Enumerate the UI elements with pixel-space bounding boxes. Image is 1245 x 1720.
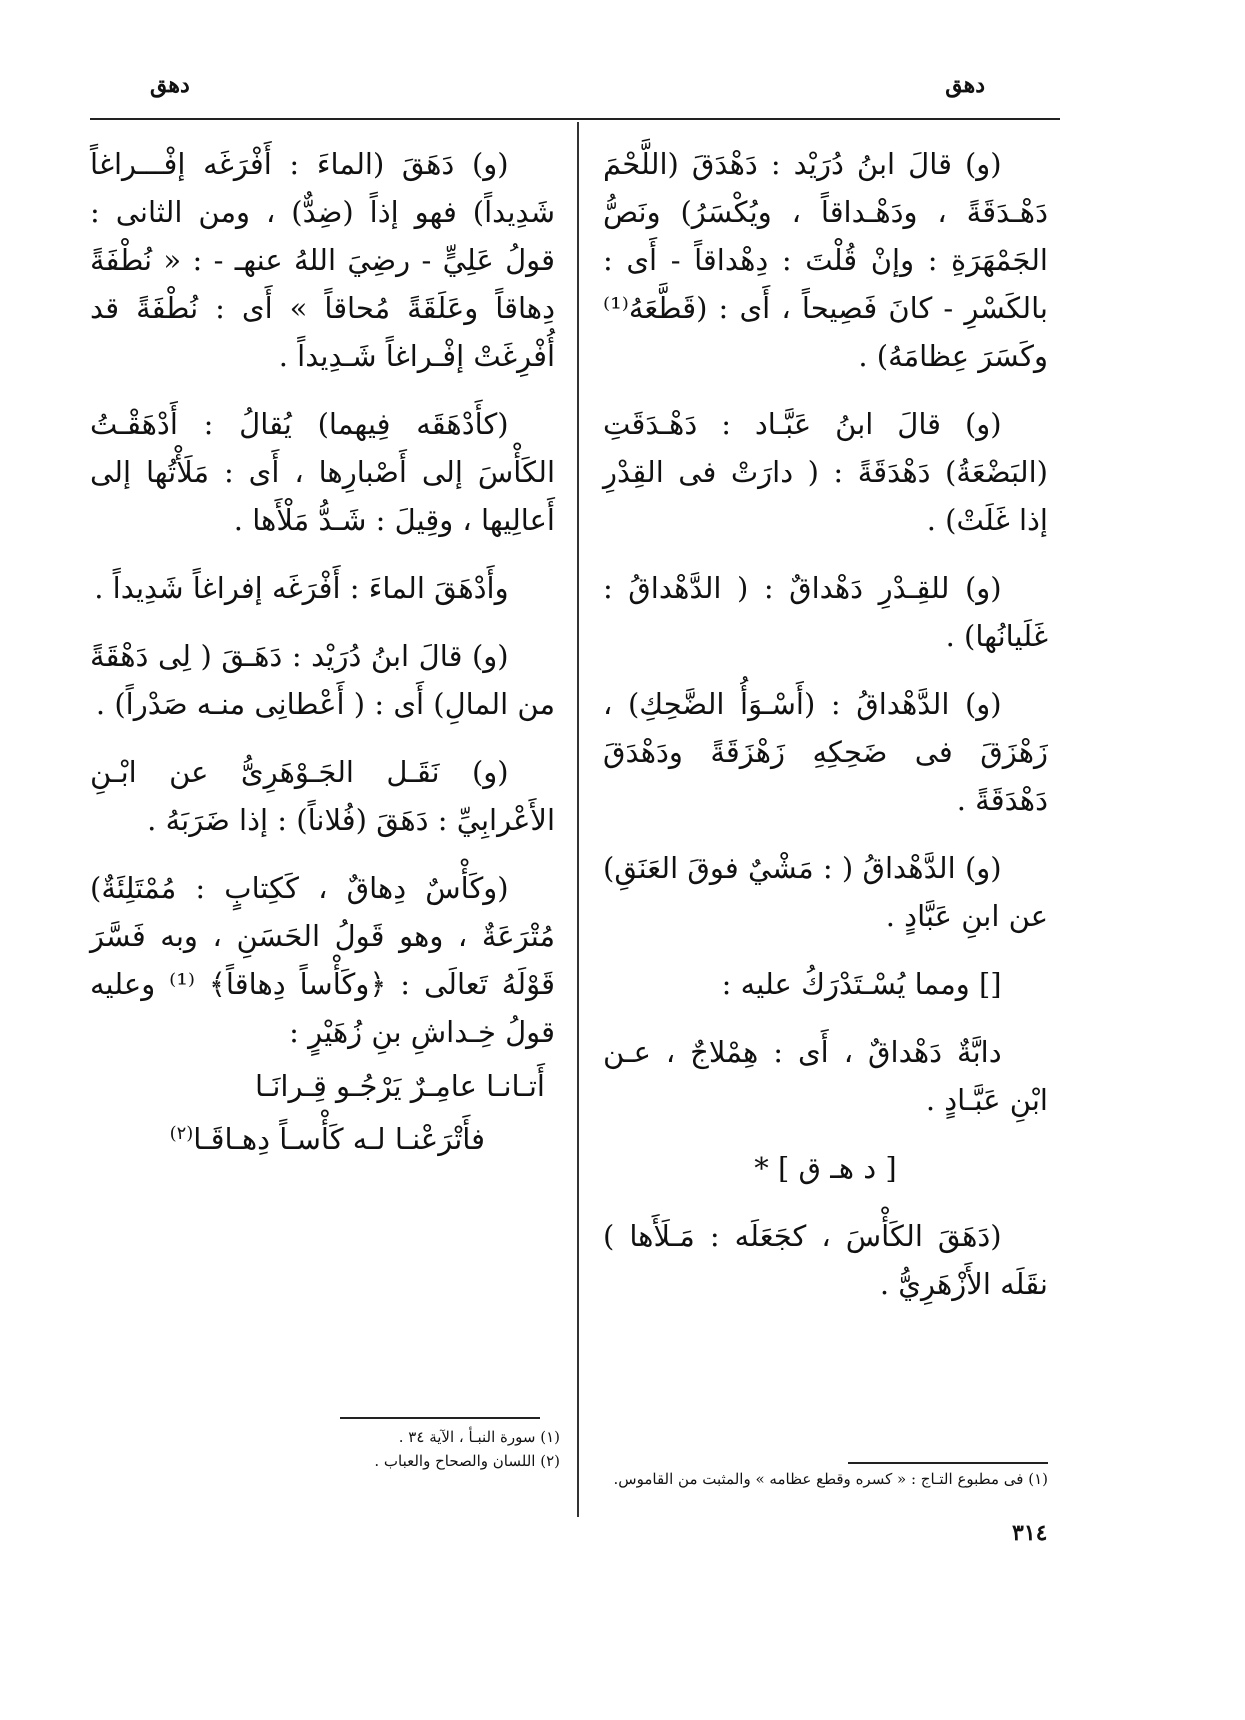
verse-line <box>90 1110 555 1163</box>
header-rule <box>90 118 1060 120</box>
right-paragraph: (و) قالَ ابنُ عَبَّـاد : دَهْـدَقَتِ (البَضْعَةُ) دَهْدَقَةً : ( دارَتْ فى القِدْرِ إذا غَلَتْ) . <box>603 407 1048 537</box>
footnote: (١) سورة النبـأ ، الآية ٣٤ . <box>398 1428 560 1446</box>
footnote-marker: (٢) <box>169 1123 194 1144</box>
footnotes-left <box>300 1426 560 1474</box>
istidrak-heading: [] ومما يُسْـتَدْرَكُ عليه : <box>721 967 1002 1001</box>
page-number: ٣١٤ <box>1012 1520 1048 1546</box>
poetry-verse <box>90 1062 555 1163</box>
running-head-right: دهق <box>945 72 985 98</box>
right-paragraph: (و) الدَّهْداقُ : (أَسْـوَأُ الضَّحِكِ) ، زَهْزَقَ فى ضَحِكِهِ زَهْزَقَةً ودَهْدَقَ دَهْدَقَةً . <box>603 687 1048 817</box>
left-paragraph: وأَدْهَقَ الماءَ : أَفْرَغَه إفراغاً شَدِيداً . <box>94 571 509 605</box>
left-paragraph: (كأَدْهَقَه فِيهما) يُقالُ : أَدْهَقْـتُ الكَأْسَ إلى أَصْبارِها ، أَى : مَلَأْتُها إلى أَعالِيها ، وقِيلَ : شَـدُّ مَلْأَها . <box>90 407 555 537</box>
footnote: (٢) اللسان والصحاح والعباب . <box>374 1452 560 1470</box>
footnote-rule-left <box>340 1417 540 1419</box>
left-column <box>90 140 555 1169</box>
right-paragraph: (و) للقِـدْرِ دَهْداقٌ : ( الدَّهْداقُ : غَلَيانُها) . <box>603 571 1048 653</box>
left-paragraph: (و) نَقَـل الجَـوْهَرِىُّ عن ابْـنِ الأَعْرابِيِّ : دَهَقَ (فُلاناً) : إذا ضَرَبَهُ . <box>90 755 555 837</box>
footnote-rule-right <box>848 1462 1048 1464</box>
right-column <box>603 140 1048 1328</box>
running-head-left: دهق <box>150 72 190 98</box>
column-divider <box>577 122 579 1517</box>
verse-text: فأَتْرَعْنـا لـه كَأْسـاً دِهـاقَـا <box>193 1122 485 1156</box>
left-paragraph: (و) دَهَقَ (الماءَ : أَفْرَغَه إفْـــراغاً شَدِيداً) فهو إذاً (ضِدٌّ) ، ومن الثانى : قولُ عَلِيٍّ - رضِيَ اللهُ عنهـ - : « نُطْفَةً دِهاقاً وعَلَقَةً مُحاقاً » أَى : نُطْفَةً قد أُفْرِغَتْ إفْـراغاً شَـدِيداً . <box>90 147 555 373</box>
right-paragraph: (و) الدَّهْداقُ ( : مَشْيٌ فوقَ العَنَقِ) عن ابنِ عَبَّادٍ . <box>603 851 1048 933</box>
left-paragraph: (وكَأْسٌ دِهاقٌ ، كَكِتابٍ : مُمْتَلِئَةٌ) مُتْرَعَةٌ ، وهو قَولُ الحَسَنِ ، وبه فَسَّرَ قَوْلَهُ تَعالَى : ﴿وكَأْساً دِهاقاً﴾ ⁽¹⁾ وعليه قولُ خِـداشِ بنِ زُهَيْرٍ : <box>90 871 555 1049</box>
right-paragraph: (و) قالَ ابنُ دُرَيْد : دَهْدَقَ (اللَّحْمَ دَهْـدَقَةً ، ودَهْـداقاً ، ويُكْسَرُ) ونَصُّ الجَمْهَرَةِ : وإنْ قُلْتَ : دِهْداقاً - أَى : بالكَسْرِ - كانَ فَصِيحاً ، أَى : (قَطَّعَهُ⁽¹⁾ وكَسَرَ عِظامَهُ) . <box>603 147 1048 373</box>
footnotes-right <box>603 1468 1048 1492</box>
left-paragraph: (و) قالَ ابنُ دُرَيْد : دَهَـقَ ( لِى دَهْقَةً من المالِ) أَى : ( أَعْطانِى منـه صَدْراً) . <box>90 639 555 721</box>
entry-head: [ د هـ ق ] * <box>754 1151 897 1185</box>
footnote: (١) فى مطبوع التـاج : « كسره وقطع عظامه » والمثبت من القاموس. <box>613 1470 1048 1488</box>
right-paragraph: (دَهَقَ الكَأْسَ ، كجَعَلَه : مَـلَأَها ) نقَلَه الأَزْهَرِيُّ . <box>603 1219 1048 1301</box>
verse-line: أَتـانـا عامِـرٌ يَرْجُـو قِـرانَـا <box>255 1069 545 1103</box>
right-paragraph: دابَّةٌ دَهْداقٌ ، أَى : هِمْلاجٌ ، عـن ابْنِ عَبَّـادٍ . <box>603 1035 1048 1117</box>
